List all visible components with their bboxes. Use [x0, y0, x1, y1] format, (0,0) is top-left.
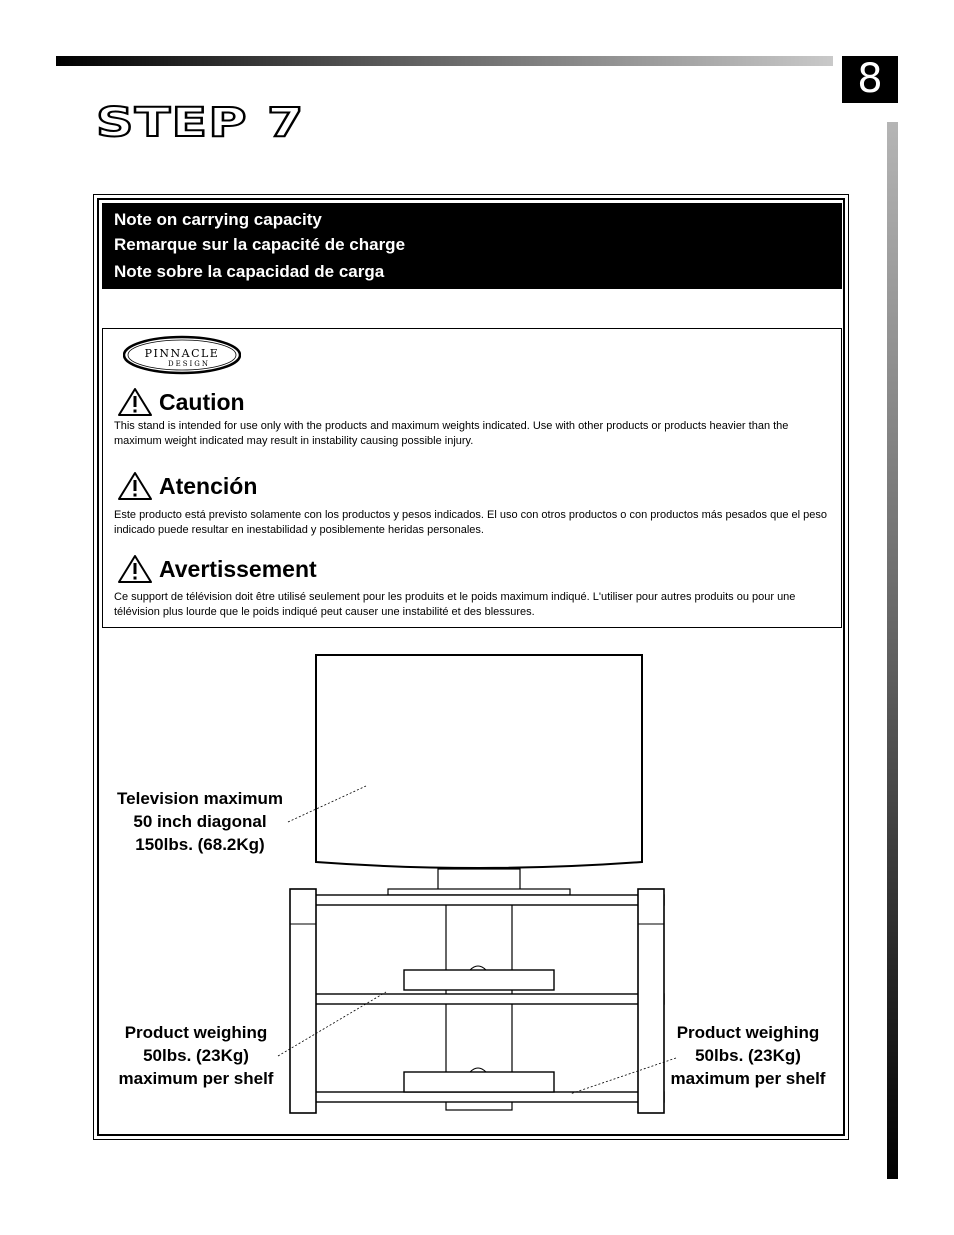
note-english: Note on carrying capacity — [114, 210, 322, 229]
tv-screen — [316, 655, 642, 868]
atencion-title: Atención — [159, 472, 258, 499]
tv-neck — [438, 869, 520, 891]
middle-shelf — [292, 994, 664, 1004]
top-shelf — [292, 895, 664, 905]
caution-title: Caution — [159, 388, 245, 415]
logo-bottom-text: DESIGN — [168, 360, 210, 368]
logo-top-text: PINNACLE — [144, 347, 220, 360]
note-spanish: Note sobre la capacidad de carga — [114, 262, 385, 281]
avertissement-text: Ce support de télévision doit être utilisé seulement pour les produits et le poids maximum indiqué. L'utiliser pour autres produits ou pour une télévision plus lourde que le poids indiqué peut causer une instabilité et des blessures. — [114, 591, 796, 618]
tv-capacity-label: Television maximum 50 inch diagonal 150lbs. (68.2Kg) — [117, 789, 283, 854]
middle-shelf-device — [404, 970, 554, 990]
left-leg — [290, 889, 316, 1113]
step-title: STEP 7 — [96, 100, 305, 146]
bottom-shelf — [292, 1092, 664, 1102]
note-french: Remarque sur la capacité de charge — [114, 235, 406, 254]
bottom-shelf-device — [404, 1072, 554, 1092]
caution-text: This stand is intended for use only with the products and maximum weights indicated. Use with other products or products heavier than the maximum weight indicated may result in instability causing possible injury. — [114, 420, 789, 447]
right-shelf-capacity-label: Product weighing 50lbs. (23Kg) maximum per shelf — [670, 1023, 826, 1088]
avertissement-title: Avertissement — [159, 555, 317, 582]
tv-base — [388, 889, 570, 895]
atencion-text: Este producto está previsto solamente con los productos y pesos indicados. El uso con otros productos o con productos más pesados que el peso indicado puede resultar en inestabilidad y posiblemente heridas personales. — [114, 509, 827, 536]
page-number: 8 — [842, 56, 898, 103]
left-shelf-capacity-label: Product weighing 50lbs. (23Kg) maximum per shelf — [118, 1023, 274, 1088]
